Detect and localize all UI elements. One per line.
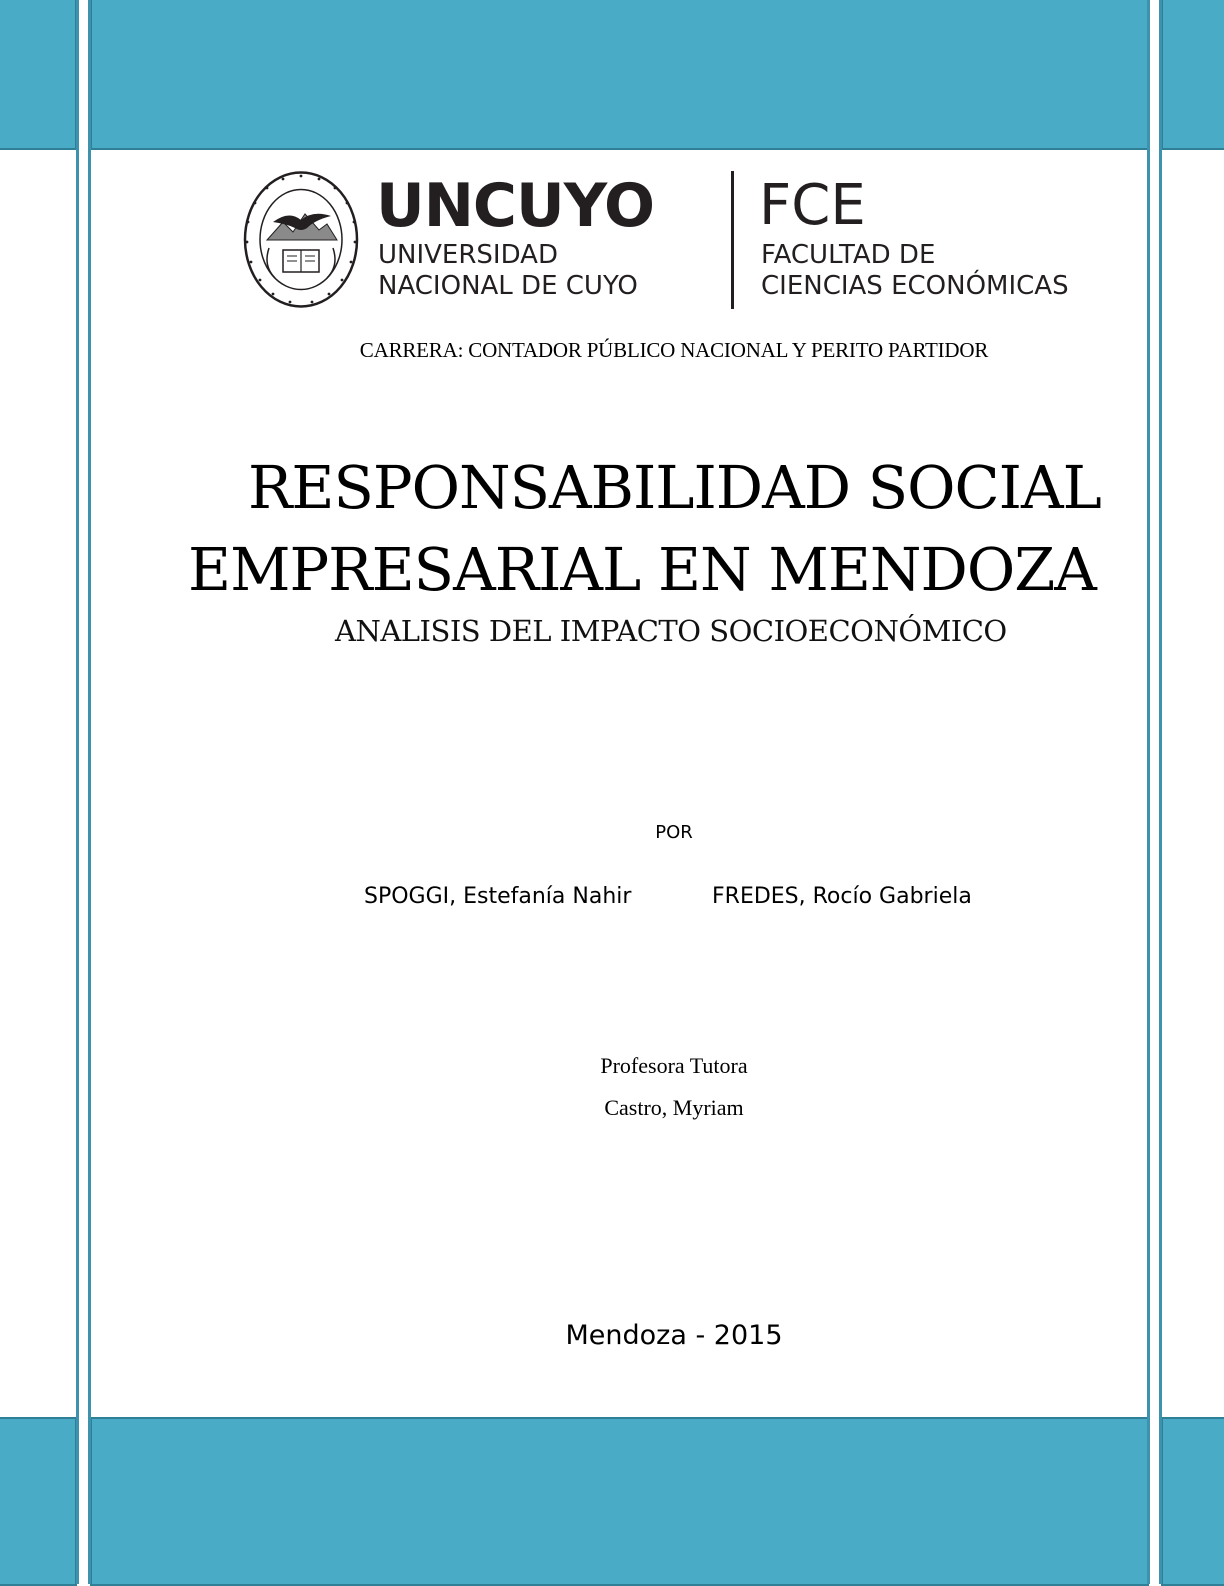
faculty-name-line2: CIENCIAS ECONÓMICAS [761,271,1069,301]
career-line: CARRERA: CONTADOR PÚBLICO NACIONAL Y PERITO PARTIDOR [359,338,989,362]
faculty-name-line1: FACULTAD DE [761,240,936,270]
logo-divider [731,171,734,309]
title-line2: EMPRESARIAL EN MENDOZA [188,535,1096,604]
faculty-abbr: FCE [759,173,866,238]
bottom-band-center [90,1417,1149,1586]
title-line1: RESPONSABILIDAD SOCIAL [248,453,1101,522]
subtitle: ANALISIS DEL IMPACTO SOCIOECONÓMICO [335,614,1007,648]
top-band-left [0,0,77,150]
place-date: Mendoza - 2015 [565,1320,783,1351]
tutor-name: Castro, Myriam [604,1095,744,1120]
author-name: SPOGGI, Estefanía Nahir [364,884,632,909]
bottom-band-right [1161,1417,1224,1586]
by-label: POR [655,822,693,843]
tutor-role: Profesora Tutora [600,1053,748,1078]
author-name: FREDES, Rocío Gabriela [712,884,972,909]
university-name-line2: NACIONAL DE CUYO [378,271,638,301]
university-name-line1: UNIVERSIDAD [378,240,558,270]
university-seal-icon [243,170,359,309]
top-band-right [1161,0,1224,150]
bottom-band-left [0,1417,77,1586]
university-abbr: UNCUYO [376,171,655,241]
top-band-center [90,0,1149,150]
university-logo [243,168,1093,313]
